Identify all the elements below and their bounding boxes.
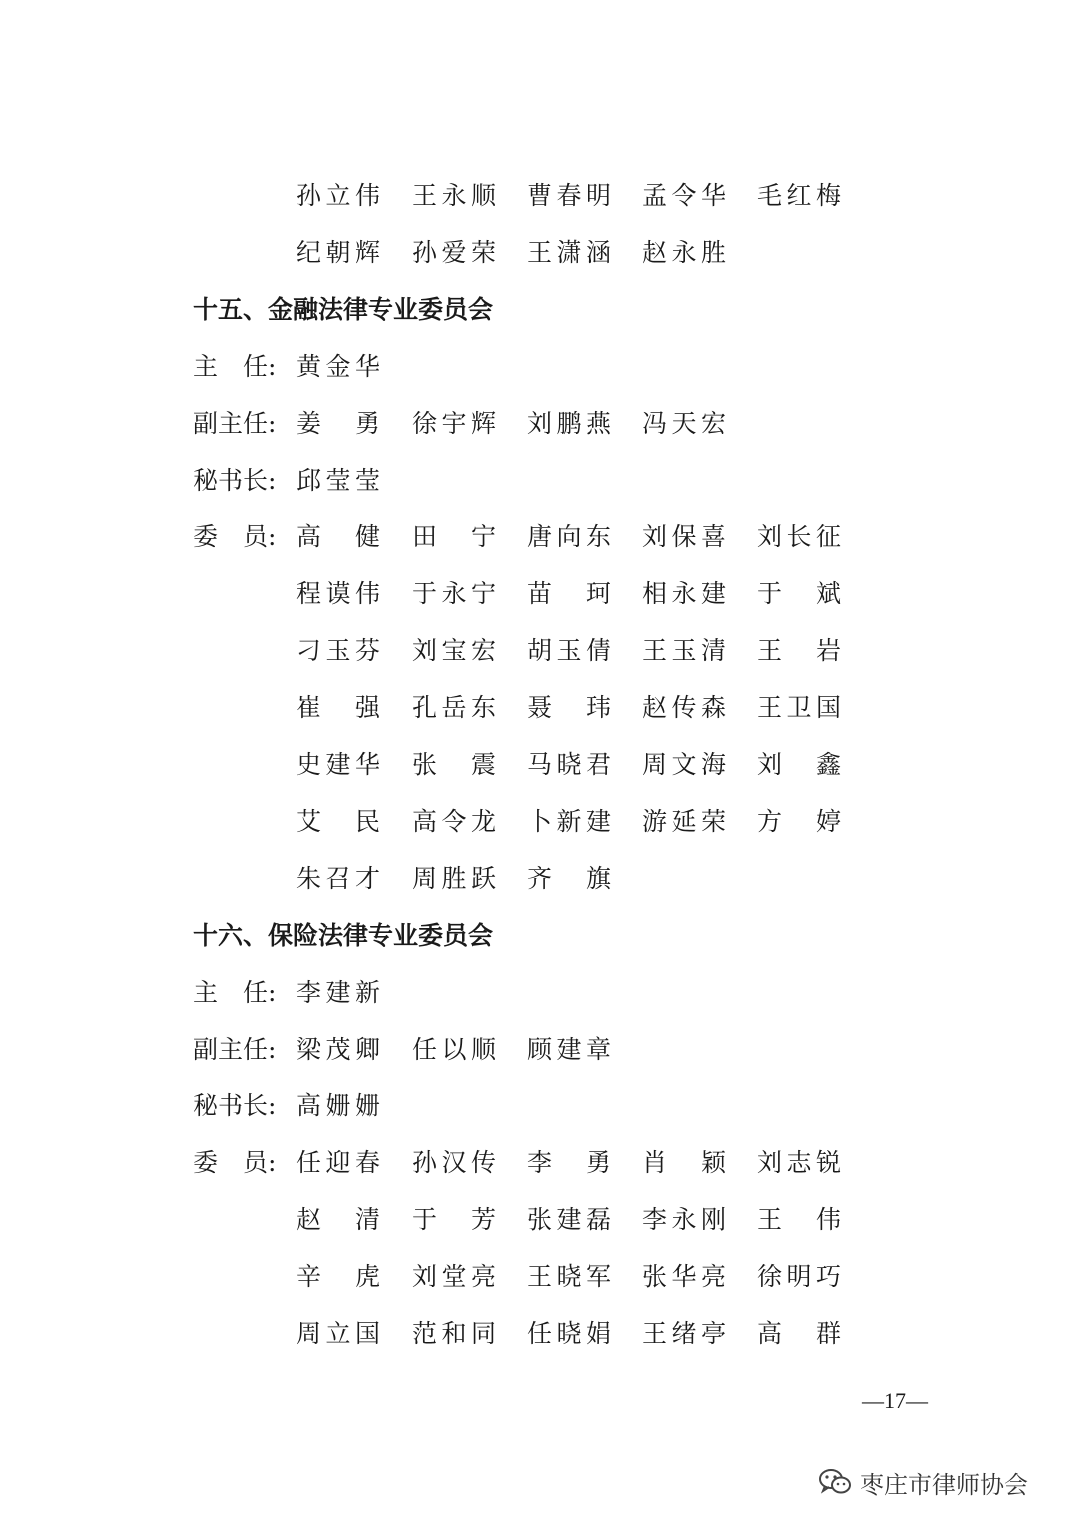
person-name: 艾 民 xyxy=(296,806,380,836)
person-name: 方 婷 xyxy=(757,806,841,836)
person-name: 孔岳东 xyxy=(412,693,496,723)
person-name: 黄金华 xyxy=(296,351,380,381)
person-name: 王永顺 xyxy=(412,181,496,210)
person-name: 刘 鑫 xyxy=(757,750,841,779)
person-name: 张华亮 xyxy=(642,1262,726,1292)
person-name: 徐明巧 xyxy=(757,1262,841,1292)
section-heading: 十六、保险法律专业委员会 xyxy=(193,920,494,950)
person-name: 孙立伟 xyxy=(296,181,380,210)
person-name: 王玉清 xyxy=(642,636,726,666)
person-name: 胡玉倩 xyxy=(527,636,611,666)
person-name: 任以顺 xyxy=(412,1034,496,1064)
person-name: 刘保喜 xyxy=(642,522,726,552)
member-row xyxy=(0,574,1079,614)
person-name: 张 震 xyxy=(412,750,496,779)
person-name: 王绪亭 xyxy=(642,1319,726,1348)
field-label: 秘书长: xyxy=(193,1091,277,1121)
person-name: 唐向东 xyxy=(527,522,611,552)
member-row xyxy=(0,1143,1079,1183)
person-name: 纪朝辉 xyxy=(296,237,380,267)
member-row xyxy=(0,631,1079,671)
deputy-row xyxy=(0,404,1079,444)
person-name: 李建新 xyxy=(296,977,380,1007)
section-heading: 十五、金融法律专业委员会 xyxy=(193,294,494,324)
person-name: 齐 旗 xyxy=(527,863,611,893)
watermark xyxy=(818,1462,1028,1502)
person-name: 毛红梅 xyxy=(757,181,841,210)
secretary-row xyxy=(0,1086,1079,1126)
person-name: 赵传森 xyxy=(642,693,726,723)
member-row xyxy=(0,233,1079,273)
member-row xyxy=(0,1314,1079,1354)
field-label: 副主任: xyxy=(193,408,277,438)
field-label: 主 任: xyxy=(193,351,277,381)
field-label: 主 任: xyxy=(193,977,277,1007)
person-name: 刁玉芬 xyxy=(296,636,380,666)
person-name: 姜 勇 xyxy=(296,408,380,438)
person-name: 高姗姗 xyxy=(296,1091,380,1121)
person-name: 崔 强 xyxy=(296,693,380,723)
person-name: 相永建 xyxy=(642,579,726,609)
person-name: 刘堂亮 xyxy=(412,1262,496,1292)
person-name: 冯天宏 xyxy=(642,408,726,438)
member-row xyxy=(0,517,1079,557)
person-name: 李 勇 xyxy=(527,1148,611,1178)
person-name: 于 斌 xyxy=(757,579,841,609)
person-name: 辛 虎 xyxy=(296,1262,380,1292)
person-name: 王 岩 xyxy=(757,636,841,666)
person-name: 刘宝宏 xyxy=(412,636,496,666)
person-name: 马晓君 xyxy=(527,750,611,779)
person-name: 任晓娟 xyxy=(527,1319,611,1348)
person-name: 孙汉传 xyxy=(412,1148,496,1178)
person-name: 王 伟 xyxy=(757,1205,841,1235)
person-name: 顾建章 xyxy=(527,1034,611,1064)
person-name: 高 群 xyxy=(757,1319,841,1348)
person-name: 范和同 xyxy=(412,1319,496,1348)
member-row xyxy=(0,859,1079,899)
person-name: 邱莹莹 xyxy=(296,465,380,495)
person-name: 于 芳 xyxy=(412,1205,496,1235)
person-name: 梁茂卿 xyxy=(296,1034,380,1064)
field-label: 副主任: xyxy=(193,1034,277,1064)
person-name: 曹春明 xyxy=(527,181,611,210)
person-name: 于永宁 xyxy=(412,579,496,609)
member-row xyxy=(0,1200,1079,1240)
person-name: 刘长征 xyxy=(757,522,841,552)
person-name: 程谟伟 xyxy=(296,579,380,609)
person-name: 田 宁 xyxy=(412,522,496,552)
person-name: 王卫国 xyxy=(757,693,841,723)
person-name: 朱召才 xyxy=(296,863,380,893)
person-name: 周立国 xyxy=(296,1319,380,1348)
person-name: 周胜跃 xyxy=(412,863,496,893)
field-label: 委 员: xyxy=(193,1148,277,1178)
person-name: 王潇涵 xyxy=(527,237,611,267)
person-name: 赵永胜 xyxy=(642,237,726,267)
person-name: 周文海 xyxy=(642,750,726,779)
field-label: 秘书长: xyxy=(193,465,277,495)
deputy-row xyxy=(0,1030,1079,1070)
person-name: 孟令华 xyxy=(642,181,726,210)
member-row xyxy=(0,1257,1079,1297)
page-number: —17— xyxy=(862,1388,928,1413)
secretary-row xyxy=(0,461,1079,501)
member-row xyxy=(0,745,1079,785)
person-name: 李永刚 xyxy=(642,1205,726,1235)
wechat-icon xyxy=(818,1467,852,1497)
member-row xyxy=(0,688,1079,728)
person-name: 张建磊 xyxy=(527,1205,611,1235)
director-row xyxy=(0,347,1079,387)
person-name: 游延荣 xyxy=(642,806,726,836)
person-name: 高令龙 xyxy=(412,806,496,836)
person-name: 刘志锐 xyxy=(757,1148,841,1178)
person-name: 孙爱荣 xyxy=(412,237,496,267)
watermark-text: 枣庄市律师协会 xyxy=(860,1470,1028,1499)
person-name: 任迎春 xyxy=(296,1148,380,1178)
director-row xyxy=(0,973,1079,1013)
person-name: 赵 清 xyxy=(296,1205,380,1235)
field-label: 委 员: xyxy=(193,522,277,552)
person-name: 徐宇辉 xyxy=(412,408,496,438)
person-name: 肖 颖 xyxy=(642,1148,726,1178)
person-name: 王晓军 xyxy=(527,1262,611,1292)
person-name: 聂 玮 xyxy=(527,693,611,723)
member-row xyxy=(0,802,1079,842)
person-name: 卜新建 xyxy=(527,806,611,836)
person-name: 史建华 xyxy=(296,750,380,779)
person-name: 刘鹏燕 xyxy=(527,408,611,438)
person-name: 苗 珂 xyxy=(527,579,611,609)
person-name: 高 健 xyxy=(296,522,380,552)
member-row xyxy=(0,176,1079,216)
